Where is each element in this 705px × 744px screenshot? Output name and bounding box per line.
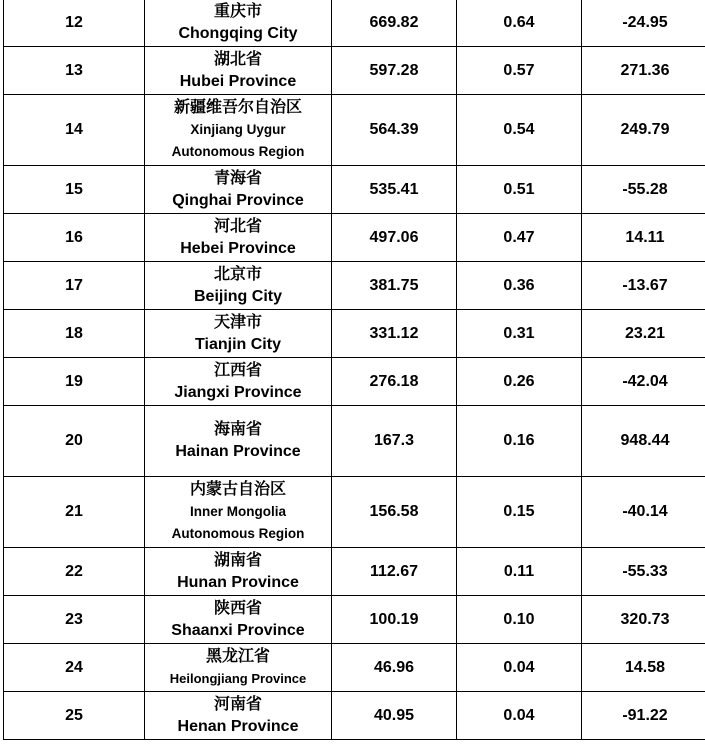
- share-cell: 0.04: [457, 644, 582, 692]
- table-row: [4, 477, 705, 548]
- share-cell: 0.31: [457, 310, 582, 358]
- share-cell: 0.11: [457, 548, 582, 596]
- share-cell: 0.51: [457, 166, 582, 214]
- table-row: [4, 166, 705, 214]
- region-name-cn: 湖南省: [213, 551, 262, 569]
- rank-cell: 22: [4, 548, 145, 596]
- region-cell: [145, 406, 332, 477]
- value-cell: 535.41: [332, 166, 457, 214]
- value-cell: 167.3: [332, 406, 457, 477]
- rank-cell: 14: [4, 95, 145, 166]
- rank-cell: 18: [4, 310, 145, 358]
- region-cell: [145, 166, 332, 214]
- value-cell: 40.95: [332, 692, 457, 740]
- region-name-cn: 青海省: [213, 169, 262, 187]
- region-name-en: Xinjiang Uygur: [190, 122, 286, 137]
- change-cell: -13.67: [582, 262, 705, 310]
- share-cell: 0.54: [457, 95, 582, 166]
- rank-cell: 19: [4, 358, 145, 406]
- change-cell: 249.79: [582, 95, 705, 166]
- rank-cell: 20: [4, 406, 145, 477]
- region-name-cn: 湖北省: [213, 50, 262, 68]
- rank-cell: 21: [4, 477, 145, 548]
- region-cell: [145, 596, 332, 644]
- change-cell: -24.95: [582, 0, 705, 47]
- region-name-en: Shaanxi Province: [171, 621, 305, 639]
- share-cell: 0.16: [457, 406, 582, 477]
- region-cell: [145, 262, 332, 310]
- region-cell: [145, 477, 332, 548]
- region-name-en: Qinghai Province: [172, 191, 304, 209]
- rank-cell: 13: [4, 47, 145, 95]
- table-row: [4, 47, 705, 95]
- region-cell: [145, 95, 332, 166]
- change-cell: -42.04: [582, 358, 705, 406]
- region-name-en: Hunan Province: [177, 573, 299, 591]
- value-cell: 669.82: [332, 0, 457, 47]
- share-cell: 0.15: [457, 477, 582, 548]
- region-name-en: Tianjin City: [195, 335, 281, 353]
- rank-cell: 24: [4, 644, 145, 692]
- region-name-en: Chongqing City: [178, 24, 298, 42]
- value-cell: 46.96: [332, 644, 457, 692]
- region-name-cn: 天津市: [213, 313, 262, 331]
- change-cell: 320.73: [582, 596, 705, 644]
- rank-cell: 23: [4, 596, 145, 644]
- share-cell: 0.47: [457, 214, 582, 262]
- change-cell: -55.33: [582, 548, 705, 596]
- table-row: [4, 596, 705, 644]
- rank-cell: 17: [4, 262, 145, 310]
- change-cell: 14.58: [582, 644, 705, 692]
- share-cell: 0.36: [457, 262, 582, 310]
- change-cell: 23.21: [582, 310, 705, 358]
- value-cell: 381.75: [332, 262, 457, 310]
- region-cell: [145, 358, 332, 406]
- region-name-cn: 北京市: [213, 265, 262, 283]
- table-row: [4, 358, 705, 406]
- value-cell: 331.12: [332, 310, 457, 358]
- region-name-en: Henan Province: [177, 717, 299, 735]
- table-row: [4, 692, 705, 740]
- region-cell: [145, 548, 332, 596]
- table-row: [4, 262, 705, 310]
- value-cell: 112.67: [332, 548, 457, 596]
- region-name-en: Heilongjiang Province: [169, 670, 307, 686]
- region-name-en: Beijing City: [193, 287, 282, 305]
- change-cell: -55.28: [582, 166, 705, 214]
- region-ranking-table: [3, 0, 705, 740]
- value-cell: 564.39: [332, 95, 457, 166]
- change-cell: 271.36: [582, 47, 705, 95]
- table-row: [4, 548, 705, 596]
- value-cell: 156.58: [332, 477, 457, 548]
- region-name-cn: 河北省: [213, 217, 262, 235]
- value-cell: 276.18: [332, 358, 457, 406]
- rank-cell: 25: [4, 692, 145, 740]
- share-cell: 0.04: [457, 692, 582, 740]
- region-name-en: Hubei Province: [179, 72, 297, 90]
- region-name-cn: 江西省: [213, 361, 262, 379]
- region-name-cn: 海南省: [213, 421, 262, 438]
- share-cell: 0.64: [457, 0, 582, 47]
- region-cell: [145, 310, 332, 358]
- share-cell: 0.26: [457, 358, 582, 406]
- rank-cell: 15: [4, 166, 145, 214]
- rank-cell: 16: [4, 214, 145, 262]
- region-cell: [145, 214, 332, 262]
- region-cell: [145, 47, 332, 95]
- region-name-cn: 陕西省: [213, 599, 262, 617]
- change-cell: 948.44: [582, 406, 705, 477]
- table-row: [4, 406, 705, 477]
- region-name-en: Jiangxi Province: [174, 383, 302, 401]
- table-body: [4, 0, 705, 740]
- region-cell: [145, 0, 332, 47]
- region-name-en: Inner Mongolia: [190, 504, 286, 519]
- region-name-en: Hebei Province: [180, 239, 296, 257]
- region-name-cn: 重庆市: [213, 2, 262, 20]
- region-cell: [145, 644, 332, 692]
- region-name-cn: 内蒙古自治区: [189, 481, 286, 498]
- region-cell: [145, 692, 332, 740]
- table-row: [4, 214, 705, 262]
- table-row: [4, 310, 705, 358]
- change-cell: -91.22: [582, 692, 705, 740]
- change-cell: 14.11: [582, 214, 705, 262]
- region-name-en: Hainan Province: [175, 443, 301, 460]
- value-cell: 497.06: [332, 214, 457, 262]
- table-row: [4, 95, 705, 166]
- region-name-en: Autonomous Region: [171, 526, 305, 541]
- region-name-cn: 河南省: [213, 695, 262, 713]
- region-name-cn: 新疆维吾尔自治区: [173, 99, 302, 116]
- table-row: [4, 644, 705, 692]
- share-cell: 0.57: [457, 47, 582, 95]
- change-cell: -40.14: [582, 477, 705, 548]
- region-name-cn: 黑龙江省: [205, 647, 270, 665]
- table-row: [4, 0, 705, 47]
- rank-cell: 12: [4, 0, 145, 47]
- value-cell: 100.19: [332, 596, 457, 644]
- value-cell: 597.28: [332, 47, 457, 95]
- share-cell: 0.10: [457, 596, 582, 644]
- region-name-en: Autonomous Region: [171, 144, 305, 159]
